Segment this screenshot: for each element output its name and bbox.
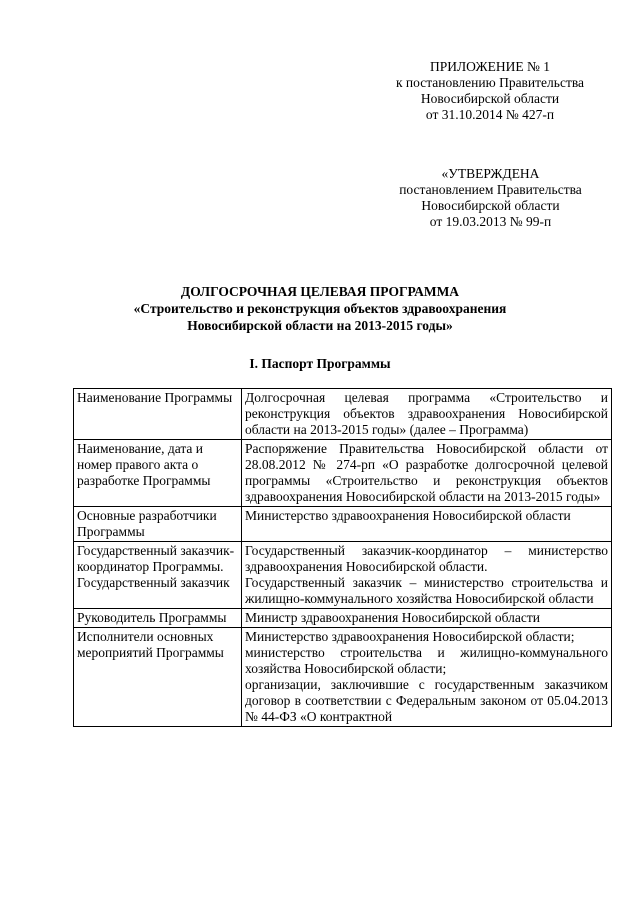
title-line: «Строительство и реконструкция объектов здравоохранения (133, 301, 507, 316)
table-row (74, 440, 612, 507)
approval-date: от 19.03.2013 № 99-п (429, 214, 552, 229)
approval-line: Новосибирской области (421, 198, 560, 213)
table-row (74, 628, 612, 727)
document-title (60, 283, 580, 334)
table-row (74, 507, 612, 542)
row-value-paragraph: Министр здравоохранения Новосибирской области (245, 610, 541, 625)
row-value-paragraph: Министерство здравоохранения Новосибирской области; (245, 629, 575, 644)
row-label: Наименование Программы (74, 389, 242, 440)
appendix-title: ПРИЛОЖЕНИЕ № 1 (429, 59, 551, 74)
row-label: Исполнители основных мероприятий Программы (74, 628, 242, 727)
row-value-paragraph: Министерство здравоохранения Новосибирской области (245, 508, 571, 523)
row-label: Руководитель Программы (74, 609, 242, 628)
table-row (74, 542, 612, 609)
approval-title: «УТВЕРЖДЕНА (441, 166, 540, 181)
passport-table-body (74, 389, 612, 727)
passport-table (73, 388, 612, 727)
row-value-paragraph: Государственный заказчик-координатор – министерство здравоохранения Новосибирской области. (245, 543, 608, 574)
row-value (242, 440, 612, 507)
row-value (242, 542, 612, 609)
row-label: Основные разработчики Программы (74, 507, 242, 542)
row-value-paragraph: Государственный заказчик – министерство строительства и жилищно-коммунального хозяйства Новосибирской области (245, 575, 608, 606)
row-label: Наименование, дата и номер правого акта о разработке Программы (74, 440, 242, 507)
row-label: Государственный заказчик-координатор Программы. Государственный заказчик (74, 542, 242, 609)
appendix-line: к постановлению Правительства (395, 75, 585, 90)
row-value (242, 507, 612, 542)
appendix-header (390, 59, 590, 123)
title-line: ДОЛГОСРОЧНАЯ ЦЕЛЕВАЯ ПРОГРАММА (180, 284, 460, 299)
appendix-date: от 31.10.2014 № 427-п (425, 107, 555, 122)
row-value-paragraph: Долгосрочная целевая программа «Строительство и реконструкция объектов здравоохранения Новосибирской области на 2013-2015 годы» (далее – Программа) (245, 390, 608, 437)
approval-stamp (388, 166, 593, 230)
row-value-paragraph: министерство строительства и жилищно-коммунального хозяйства Новосибирской области; (245, 645, 608, 676)
approval-line: постановлением Правительства (399, 182, 582, 197)
section-heading: I. Паспорт Программы (249, 356, 391, 371)
row-value-paragraph: Распоряжение Правительства Новосибирской области от 28.08.2012 № 274-рп «О разработке долгосрочной целевой программы «Строительство и реконструкция объектов здравоохранения Новосибирской области на 2013-2015 годы» (245, 441, 608, 504)
row-value (242, 609, 612, 628)
row-value-paragraph: организации, заключившие с государственным заказчиком договор в соответствии с Федеральным законом от 05.04.2013 № 44-ФЗ «О контрактной (245, 677, 608, 724)
table-row (74, 389, 612, 440)
table-row (74, 609, 612, 628)
row-value (242, 628, 612, 727)
row-value (242, 389, 612, 440)
title-line: Новосибирской области на 2013-2015 годы» (187, 318, 453, 333)
appendix-line: Новосибирской области (420, 91, 560, 106)
